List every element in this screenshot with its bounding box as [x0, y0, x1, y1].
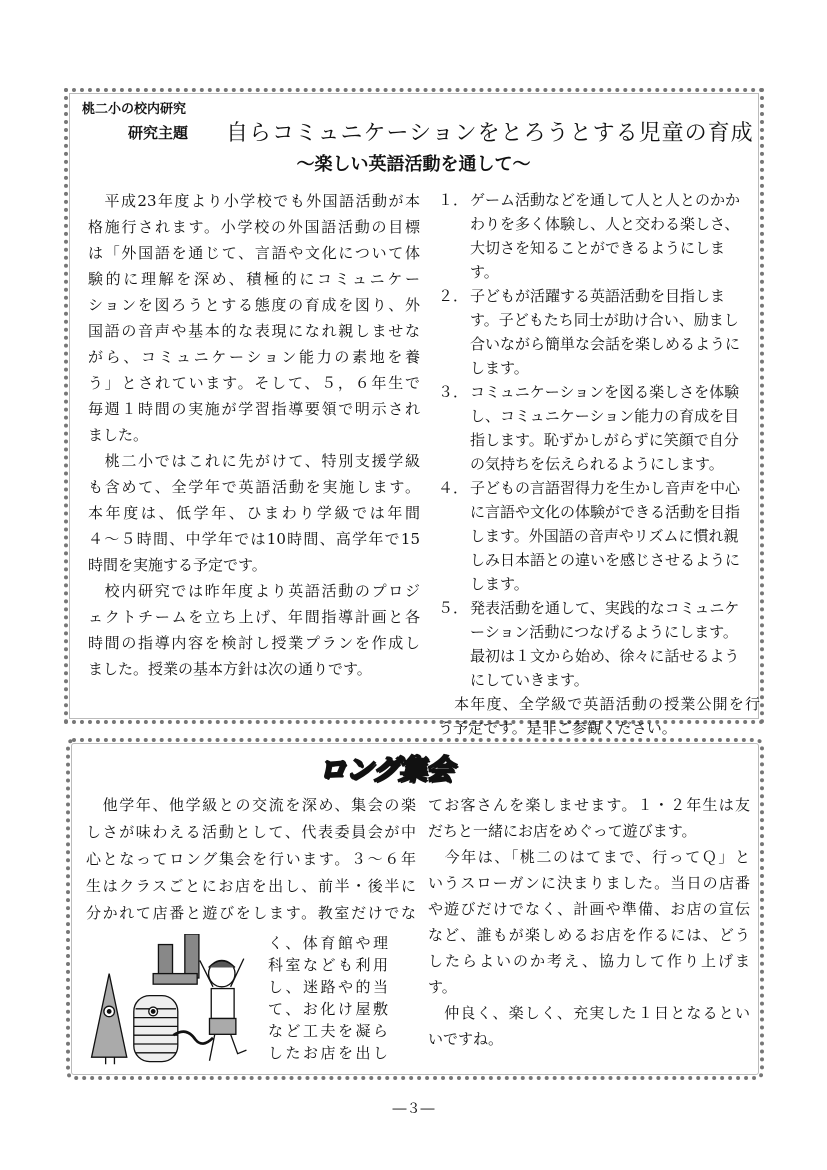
text-line: てお客さんを楽しませます。１・２年生は友: [428, 796, 750, 814]
text-line: て、お化け屋敷: [268, 1000, 388, 1018]
text-line: します。外国語の音声やリズムに慣れ親: [470, 527, 739, 545]
text-line: 本年度、全学級で英語活動の授業公開を行: [438, 695, 760, 713]
text-line: 発表活動を通して、実践的なコミュニケ: [470, 599, 740, 617]
text-line: う」とされています。そして、５，６年生で: [88, 374, 420, 392]
text-line: 格施行されます。小学校の外国語活動の目標: [88, 218, 420, 236]
text-line: 平成23年度より小学校でも外国語活動が本: [88, 192, 420, 210]
text-line: 心となってロング集会を行います。３～６年: [86, 850, 416, 868]
assembly-side-text: [268, 932, 388, 1064]
text-line: がら、コミュニケーション能力の素地を養: [88, 348, 420, 366]
text-line: 他学年、他学級との交流を深め、集会の楽: [86, 796, 416, 814]
policy-item: [438, 380, 760, 476]
text-line: ました。授業の基本方針は次の通りです。: [88, 660, 372, 678]
series-label: 桃二小の校内研究: [82, 102, 187, 117]
text-line: 時間の指導内容を検討し授業プランを作成し: [88, 634, 420, 652]
text-line: 今年は、「桃二のはてまで、行ってＱ」と: [428, 848, 750, 866]
text-line: 桃二小ではこれに先がけて、特別支援学級: [88, 452, 420, 470]
policy-item-number: ３．: [438, 383, 469, 401]
text-line: 分かれて店番と遊びをします。教室だけでな: [86, 904, 416, 922]
text-line: 子どもの言語習得力を生かし音声を中心: [470, 479, 741, 497]
policy-item: [438, 188, 760, 284]
text-line: 合いながら簡単な会話を楽しめるように: [470, 335, 741, 353]
text-line: は「外国語を通じて、言語や文化について体: [88, 244, 420, 262]
text-line: う予定です。是非ご参観ください。: [438, 719, 677, 737]
text-line: す。子どもたち同士が助け合い、励まし: [470, 311, 739, 329]
text-line: に言語や文化の体験ができる活動を目指: [470, 503, 741, 521]
research-subtitle: ～楽しい英語活動を通して～: [296, 154, 531, 175]
text-line: ェクトチームを立ち上げ、年間指導計画と各: [88, 608, 420, 626]
policy-item-number: ２．: [438, 287, 469, 305]
policy-item: [438, 596, 760, 692]
text-line: など工夫を凝ら: [268, 1022, 388, 1040]
policy-item-number: ５．: [438, 599, 469, 617]
policy-item-number: ４．: [438, 479, 469, 497]
text-line: します。: [470, 359, 529, 377]
text-line: 仲良く、楽しく、充実した１日となるとい: [428, 1004, 750, 1022]
text-line: 生はクラスごとにお店を出し、前半・後半に: [86, 877, 416, 895]
text-line: しさが味わえる活動として、代表委員会が中: [86, 823, 416, 841]
text-line: したらよいのか考え、協力して作り上げま: [428, 952, 750, 970]
text-line: 校内研究では昨年度より英語活動のプロジ: [88, 582, 420, 600]
research-theme-title: 自らコミュニケーションをとろうとする児童の育成: [226, 121, 754, 146]
text-line: ーション活動につなげるようにします。: [470, 623, 738, 641]
policy-item-number: １．: [438, 191, 469, 209]
text-line: いですね。: [428, 1030, 504, 1048]
research-intro-column: [88, 188, 420, 682]
text-line: 験的に理解を深め、積極的にコミュニケー: [88, 270, 420, 288]
policy-item: [438, 476, 760, 596]
text-line: いうスローガンに決まりました。当日の店番: [428, 874, 750, 892]
text-line: し、コミュニケーション能力の育成を目: [470, 407, 740, 425]
text-line: ４～５時間、中学年では10時間、高学年で15: [88, 530, 420, 548]
text-line: く、体育館や理: [268, 934, 388, 952]
text-line: 大切さを知ることができるようにしま: [470, 239, 726, 257]
text-line: だちと一緒にお店をめぐって遊びます。: [428, 822, 697, 840]
text-line: の気持ちを伝えられるようにします。: [470, 455, 724, 473]
text-line: す。: [470, 263, 499, 281]
text-line: します。: [470, 575, 529, 593]
theme-label: 研究主題: [128, 124, 189, 142]
page-number: ―３―: [392, 1101, 435, 1117]
text-line: しみ日本語との違いを感じさせるように: [470, 551, 741, 569]
text-line: 最初は１文から始め、徐々に話せるよう: [470, 647, 740, 665]
assembly-left-text: [86, 792, 416, 927]
text-line: ゲーム活動などを通して人と人とのかか: [470, 191, 741, 209]
text-line: にしていきます。: [470, 671, 589, 689]
text-line: など、誰もが楽しめるお店を作るには、どう: [428, 926, 750, 944]
text-line: 時間を実施する予定です。: [88, 556, 267, 574]
text-line: も含めて、全学年で英語活動を実施します。: [88, 478, 420, 496]
text-line: 国語の音声や基本的な表現になれ親しませな: [88, 322, 420, 340]
research-policy-column: [438, 188, 760, 740]
text-line: す。: [428, 978, 457, 996]
text-line: ました。: [88, 426, 149, 444]
text-line: や遊びだけでなく、計画や準備、お店の宣伝: [428, 900, 750, 918]
text-line: 本年度は、低学年、ひまわり学級では年間: [88, 504, 420, 522]
policy-item: [438, 284, 760, 380]
text-line: ションを図ろうとする態度の育成を図り、外: [88, 296, 420, 314]
text-line: わりを多く体験し、人と交わる楽しさ、: [470, 215, 740, 233]
text-line: 指します。恥ずかしがらずに笑顔で自分: [470, 431, 739, 449]
text-line: コミュニケーションを図る楽しさを体験: [470, 383, 740, 401]
text-line: し、迷路や的当: [268, 978, 388, 996]
text-line: 子どもが活躍する英語活動を目指しま: [470, 287, 726, 305]
long-assembly-title: ロング集会: [318, 753, 453, 786]
text-line: したお店を出し: [268, 1044, 388, 1062]
text-line: 毎週１時間の実施が学習指導要領で明示され: [88, 400, 420, 418]
text-line: 科室なども利用: [268, 956, 388, 974]
haunted-house-illustration: [84, 934, 254, 1066]
assembly-right-text: [428, 792, 750, 1052]
